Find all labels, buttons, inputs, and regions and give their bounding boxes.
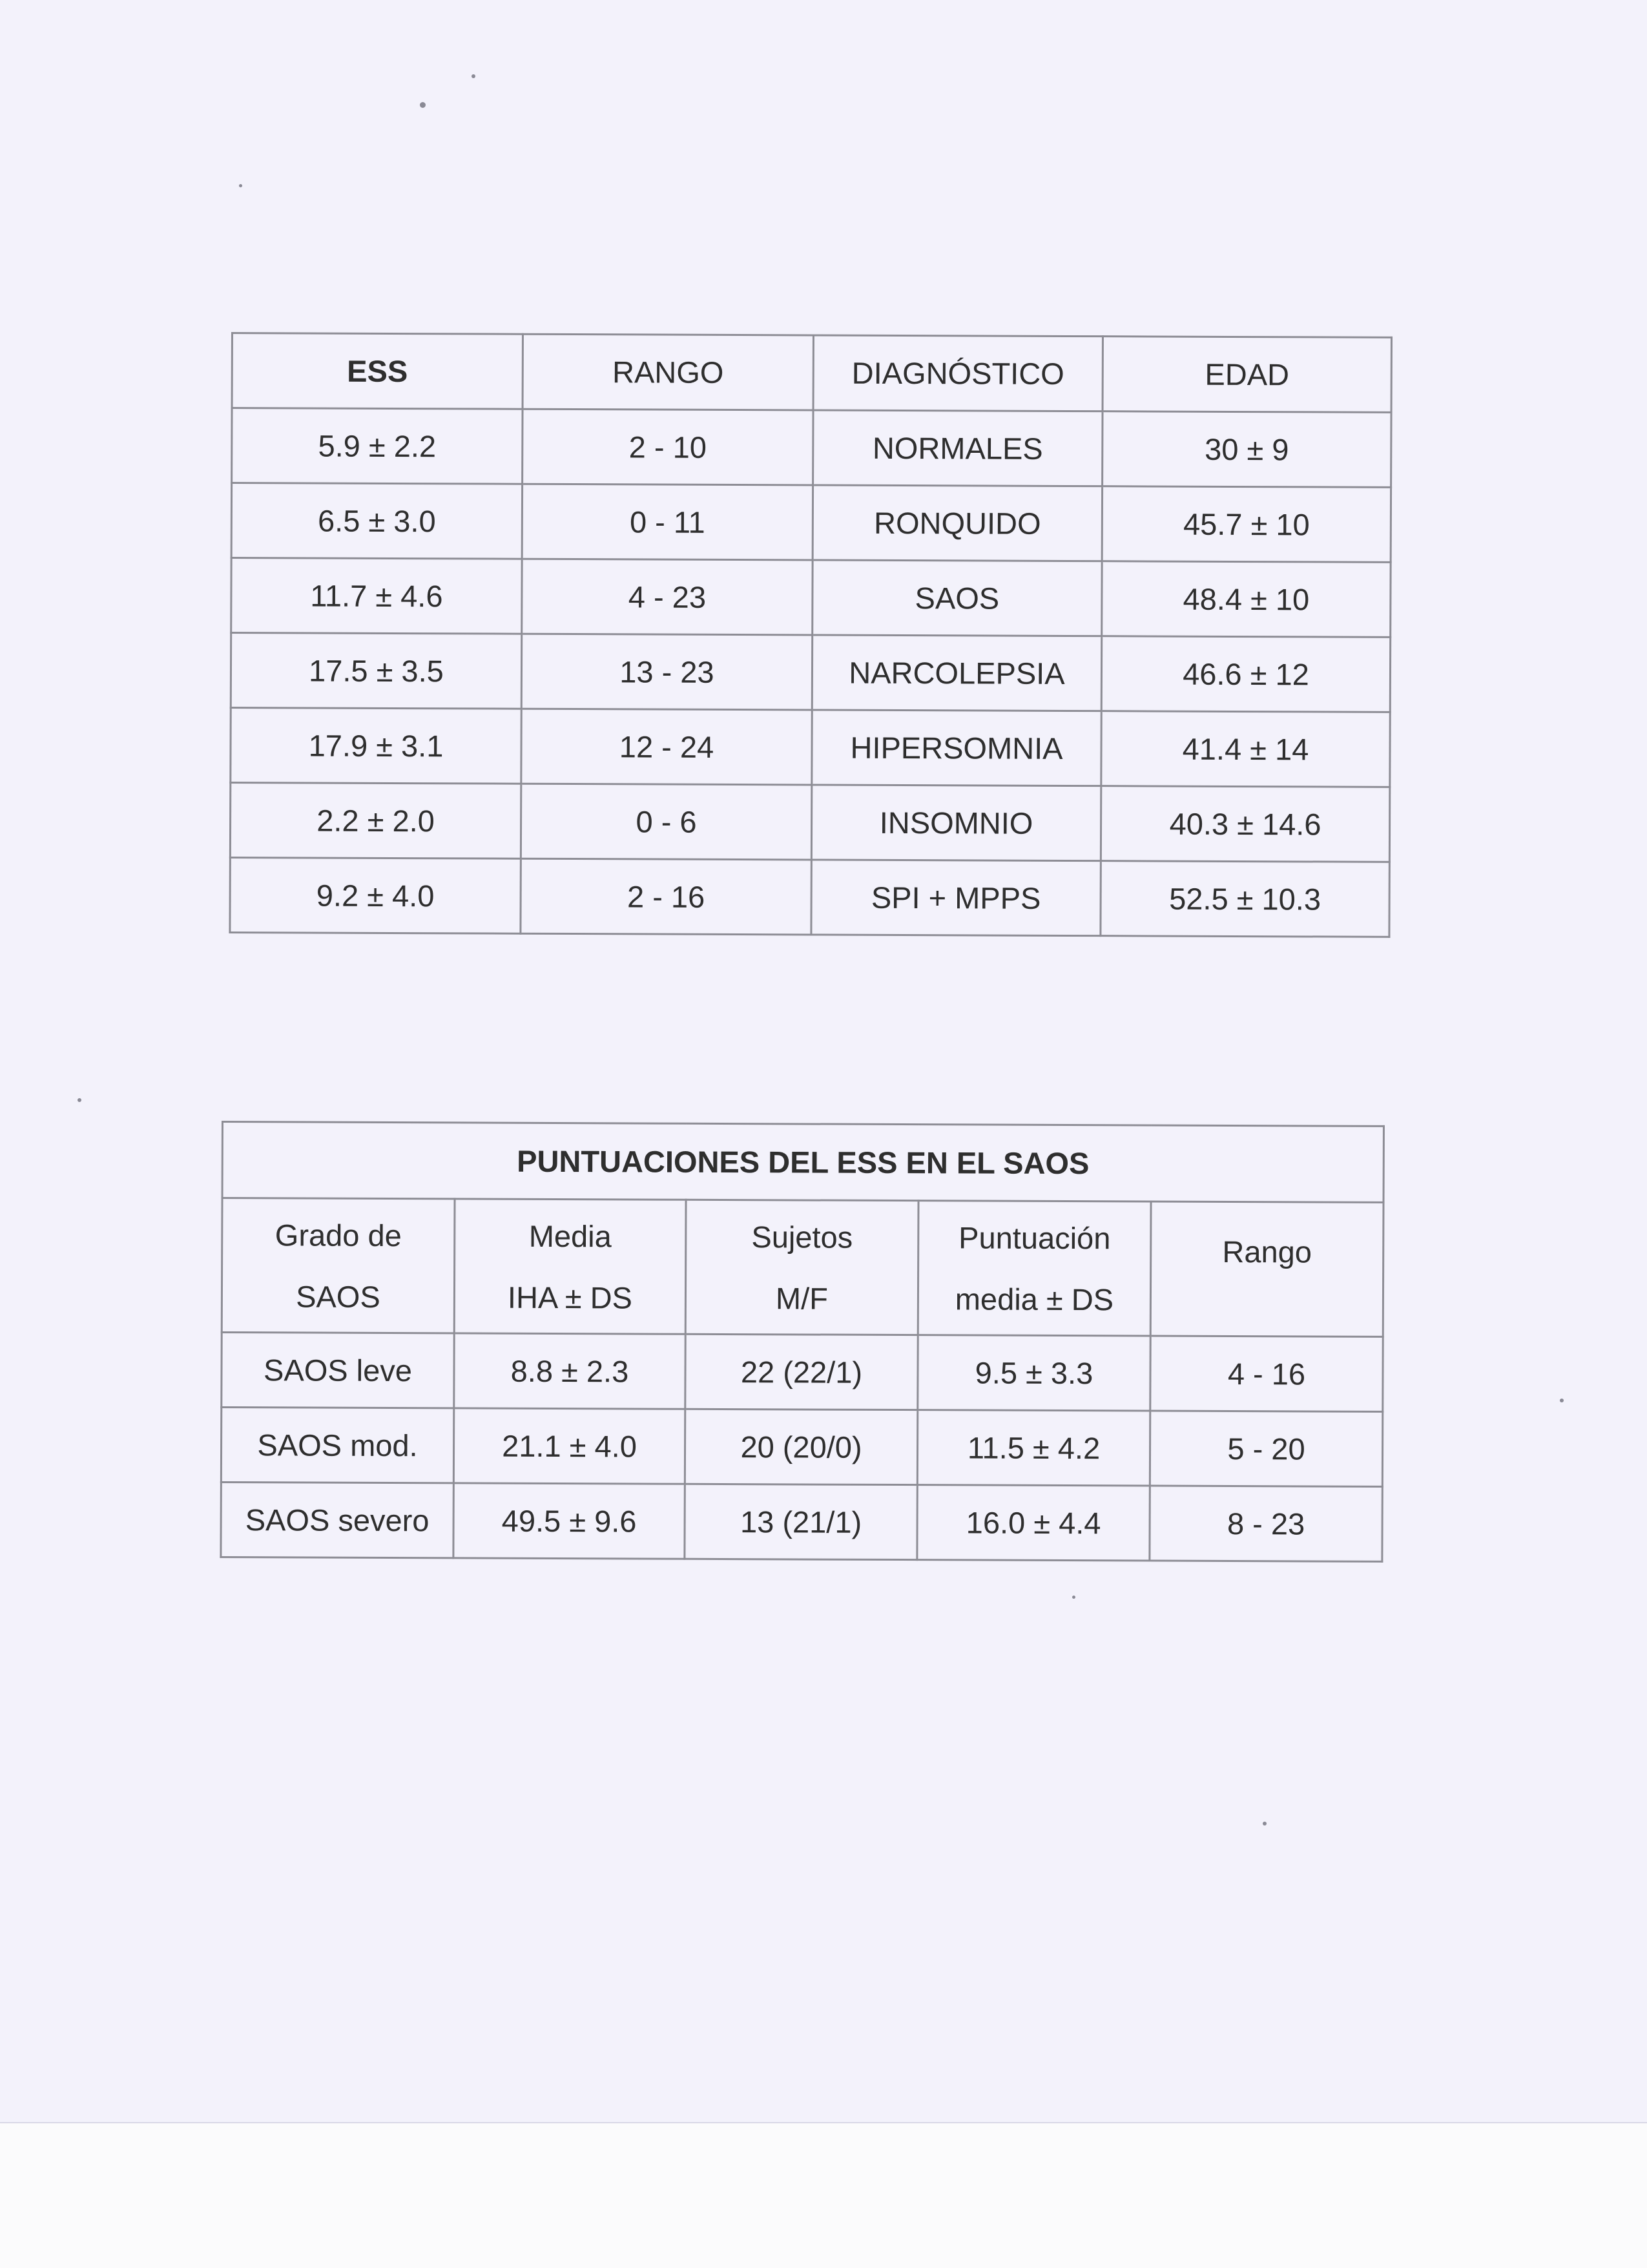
header-grado: [222, 1198, 455, 1333]
scan-speck: [1560, 1399, 1564, 1402]
header-line: Puntuación: [958, 1220, 1111, 1255]
header-edad: EDAD: [1103, 337, 1391, 413]
cell-puntuacion: 16.0 ± 4.4: [917, 1485, 1150, 1561]
cell-sujetos: 13 (21/1): [685, 1484, 917, 1559]
table-row: [232, 408, 1391, 488]
table-row: [221, 1483, 1382, 1562]
scan-speck: [239, 184, 242, 187]
table-row: [230, 857, 1389, 937]
header-media-iha: [454, 1199, 686, 1334]
cell-edad: 40.3 ± 14.6: [1101, 786, 1389, 862]
cell-diagnostico: INSOMNIO: [811, 785, 1101, 861]
cell-puntuacion: 9.5 ± 3.3: [918, 1335, 1150, 1411]
header-line: Grado de: [274, 1217, 402, 1253]
cell-rango: 2 - 10: [523, 409, 813, 485]
cell-rango: 13 - 23: [521, 634, 812, 710]
cell-rango: 0 - 11: [522, 484, 813, 560]
cell-sujetos: 20 (20/0): [685, 1409, 917, 1484]
header-rango: [1150, 1202, 1383, 1337]
cell-ess: 6.5 ± 3.0: [231, 483, 522, 559]
scan-speck: [420, 102, 426, 108]
cell-rango: 0 - 6: [521, 784, 811, 860]
cell-puntuacion: 11.5 ± 4.2: [917, 1410, 1150, 1486]
table-title: PUNTUACIONES DEL ESS EN EL SAOS: [222, 1122, 1383, 1203]
header-line: Sujetos: [751, 1219, 853, 1254]
saos-ess-scores-table: [220, 1121, 1385, 1563]
cell-media-iha: 21.1 ± 4.0: [453, 1408, 685, 1484]
cell-edad: 30 ± 9: [1103, 411, 1391, 488]
cell-media-iha: 8.8 ± 2.3: [454, 1333, 685, 1409]
cell-grado: SAOS leve: [222, 1333, 454, 1408]
cell-edad: 41.4 ± 14: [1101, 711, 1390, 787]
cell-media-iha: 49.5 ± 9.6: [453, 1483, 685, 1559]
cell-edad: 52.5 ± 10.3: [1101, 861, 1389, 937]
header-line: media ± DS: [955, 1281, 1114, 1316]
table-row: [222, 1333, 1383, 1412]
header-ess: ESS: [232, 333, 523, 410]
table-row: [231, 483, 1391, 563]
table-row: [221, 1408, 1382, 1487]
cell-ess: 2.2 ± 2.0: [230, 783, 521, 859]
cell-ess: 17.9 ± 3.1: [231, 708, 521, 784]
table-header-row: [222, 1198, 1383, 1337]
header-line: M/F: [775, 1280, 829, 1316]
scan-speck: [1072, 1596, 1075, 1599]
cell-ess: 9.2 ± 4.0: [230, 857, 521, 933]
cell-diagnostico: SPI + MPPS: [811, 860, 1101, 936]
cell-diagnostico: RONQUIDO: [813, 485, 1102, 561]
scan-speck: [471, 74, 475, 78]
cell-edad: 48.4 ± 10: [1102, 561, 1391, 638]
cell-grado: SAOS severo: [221, 1483, 453, 1558]
cell-rango: 8 - 23: [1150, 1486, 1382, 1561]
cell-rango: 4 - 16: [1150, 1336, 1383, 1411]
table-row: [231, 558, 1391, 638]
header-line: IHA ± DS: [507, 1280, 633, 1315]
cell-edad: 46.6 ± 12: [1101, 636, 1390, 713]
header-line: Media: [528, 1218, 612, 1253]
table-header-row: [232, 333, 1391, 413]
cell-rango: 4 - 23: [522, 559, 813, 635]
table-row: [230, 783, 1389, 862]
cell-ess: 11.7 ± 4.6: [231, 558, 522, 634]
table-row: [231, 633, 1390, 713]
cell-rango: 2 - 16: [521, 858, 811, 935]
table-title-row: [222, 1122, 1383, 1203]
cell-rango: 12 - 24: [521, 709, 812, 785]
header-puntuacion: [918, 1201, 1151, 1336]
cell-ess: 17.5 ± 3.5: [231, 633, 521, 709]
ess-diagnosis-table: [229, 332, 1393, 938]
scan-bottom-edge: [0, 2122, 1647, 2268]
cell-diagnostico: NORMALES: [813, 410, 1103, 486]
header-sujetos: [685, 1200, 918, 1335]
scan-speck: [1263, 1822, 1267, 1826]
cell-diagnostico: SAOS: [813, 560, 1102, 636]
header-line: Rango: [1222, 1234, 1312, 1269]
header-rango: RANGO: [523, 334, 813, 410]
cell-rango: 5 - 20: [1150, 1411, 1382, 1486]
cell-diagnostico: NARCOLEPSIA: [812, 635, 1101, 711]
scan-speck: [78, 1098, 81, 1102]
table-row: [231, 708, 1390, 787]
cell-sujetos: 22 (22/1): [685, 1334, 918, 1410]
cell-diagnostico: HIPERSOMNIA: [812, 710, 1101, 786]
cell-ess: 5.9 ± 2.2: [232, 408, 523, 484]
header-line: SAOS: [296, 1278, 380, 1314]
header-diagnostico: DIAGNÓSTICO: [813, 335, 1103, 411]
cell-edad: 45.7 ± 10: [1102, 486, 1391, 563]
cell-grado: SAOS mod.: [221, 1408, 453, 1483]
